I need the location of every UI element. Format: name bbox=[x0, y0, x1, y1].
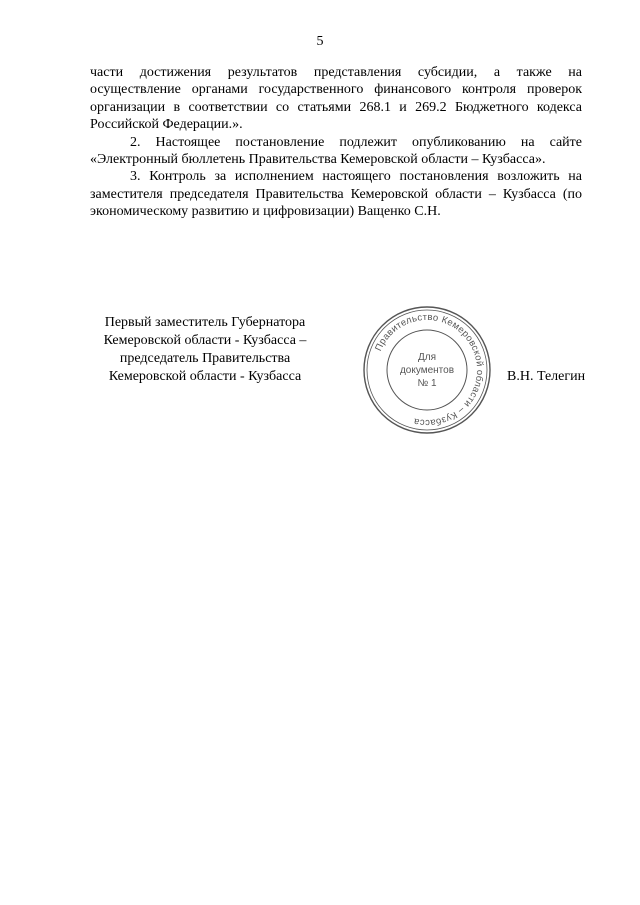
official-stamp bbox=[357, 300, 497, 440]
position-line: Первый заместитель Губернатора bbox=[104, 315, 306, 330]
page-number: 5 bbox=[316, 34, 324, 49]
position-line: Кемеровской области - Кузбасса bbox=[108, 369, 302, 384]
signatory-name: В.Н. Телегин bbox=[507, 369, 586, 384]
stamp-center-line: № 1 bbox=[417, 378, 437, 389]
paragraph-continuation: части достижения результатов представления субсидии, а также на осуществление органами государственного финансового контроля проверок организации в соответствии со статьями 268.1 и 269.2 Бюджетного кодекса Российской Федерации.». bbox=[90, 65, 582, 133]
paragraph-publication: 2. Настоящее постановление подлежит опубликованию на сайте «Электронный бюллетень Правительства Кемеровской области – Кузбасса». bbox=[90, 134, 582, 168]
position-line: председатель Правительства bbox=[119, 351, 291, 366]
stamp-ring-textpath: Правительство Кемеровской области – Кузбасса bbox=[373, 311, 486, 429]
position-line: Кемеровской области - Кузбасса – bbox=[103, 333, 307, 348]
stamp-center-line: Для bbox=[417, 352, 437, 363]
stamp-center-line: документов bbox=[399, 365, 455, 376]
signatory-position bbox=[80, 314, 330, 386]
document-body bbox=[90, 64, 582, 221]
paragraph-control: 3. Контроль за исполнением настоящего постановления возложить на заместителя председателя Правительства Кемеровской области – Кузбасса (по экономическому развитию и цифровизации) Ващенко С.Н. bbox=[90, 169, 582, 220]
